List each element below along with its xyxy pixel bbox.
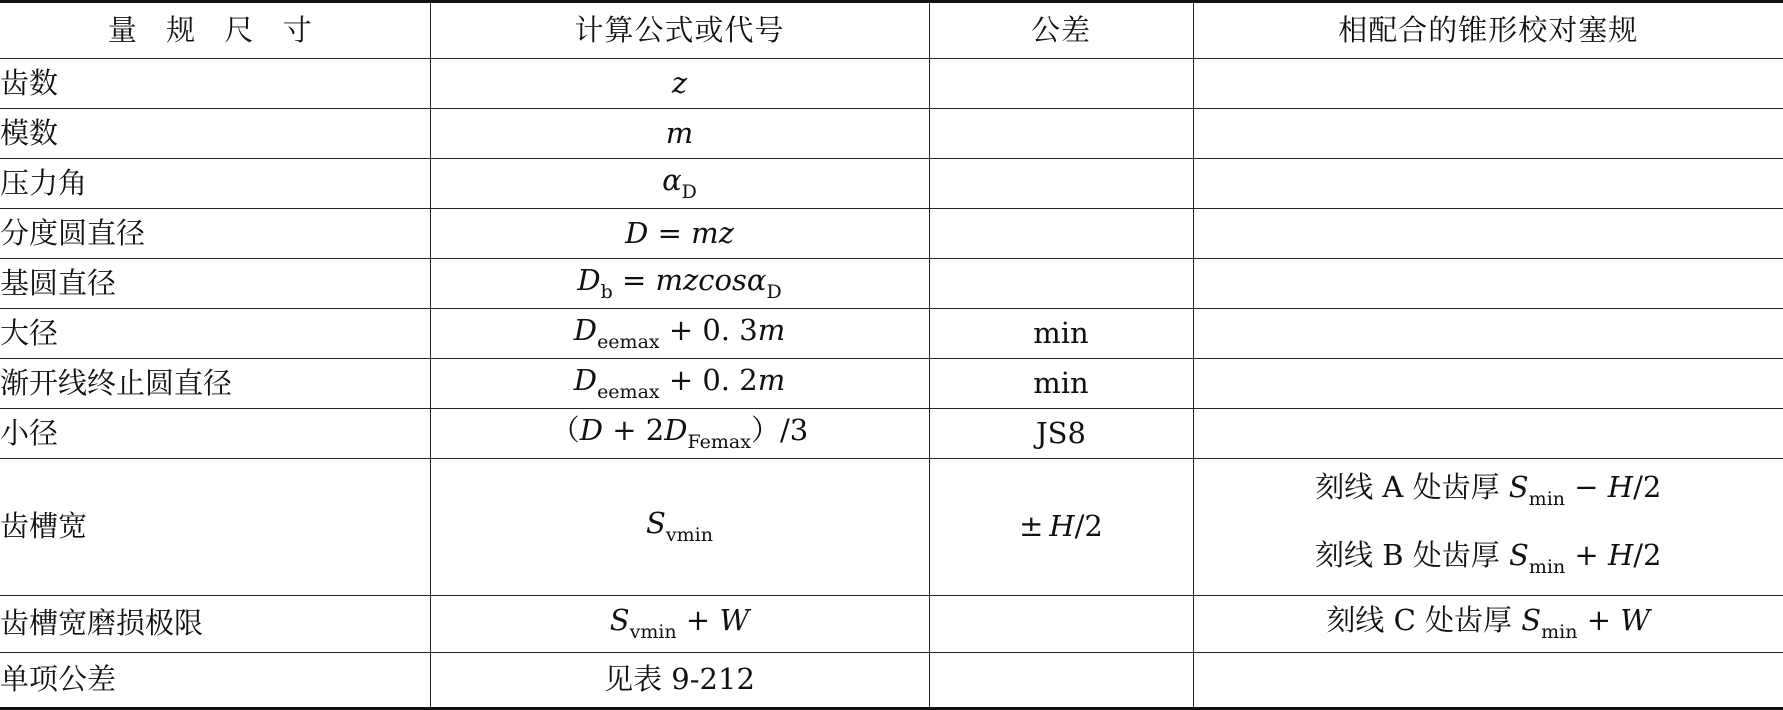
row-formula (430, 653, 929, 709)
formula-symbol: D (574, 363, 597, 397)
row-reference (1193, 359, 1783, 409)
table-row (0, 653, 1783, 709)
reference-symbol: W (1620, 603, 1650, 637)
tolerance-plus-minus: ± (1019, 509, 1043, 543)
row-name: 模数 (0, 109, 430, 159)
table-row (0, 596, 1783, 653)
reference-subscript: min (1541, 621, 1577, 643)
row-formula (430, 59, 929, 109)
formula-expression: + (677, 603, 720, 637)
reference-operator: − (1565, 470, 1608, 504)
row-name: 齿槽宽 (0, 459, 430, 596)
row-reference (1193, 309, 1783, 359)
row-formula (430, 409, 929, 459)
reference-text: 刻线 B 处齿厚 (1315, 538, 1509, 572)
formula-expression: = mzcos (613, 263, 747, 297)
formula-subscript: b (601, 281, 613, 303)
formula-paren-close: ）/3 (751, 413, 808, 447)
table-row (0, 109, 1783, 159)
header-formula: 计算公式或代号 (430, 2, 929, 59)
formula-symbol: m (758, 363, 786, 397)
row-formula (430, 596, 929, 653)
row-tolerance (929, 596, 1193, 653)
formula-symbol: m (666, 116, 694, 150)
formula-subscript: vmin (666, 524, 713, 546)
formula-subscript: D (682, 181, 697, 203)
reference-symbol: S (1509, 470, 1529, 504)
row-reference (1193, 109, 1783, 159)
table-row (0, 309, 1783, 359)
header-tolerance: 公差 (929, 2, 1193, 59)
formula-symbol: D (664, 413, 687, 447)
row-tolerance: JS8 (929, 409, 1193, 459)
row-tolerance (929, 653, 1193, 709)
row-name: 基圆直径 (0, 259, 430, 309)
row-tolerance (929, 159, 1193, 209)
reference-subscript: min (1529, 488, 1565, 510)
formula-symbol: D (577, 263, 600, 297)
row-reference (1193, 209, 1783, 259)
row-formula (430, 159, 929, 209)
header-gauge-dimension: 量 规 尺 寸 (0, 2, 430, 59)
reference-text: 刻线 A 处齿厚 (1315, 470, 1509, 504)
tolerance-symbol: H (1049, 509, 1074, 543)
table-row (0, 409, 1783, 459)
formula-symbol: z (672, 66, 687, 100)
row-reference (1193, 59, 1783, 109)
table-row (0, 209, 1783, 259)
formula-expression: 见表 9-212 (604, 662, 755, 696)
row-reference (1193, 259, 1783, 309)
row-formula (430, 309, 929, 359)
row-reference (1193, 653, 1783, 709)
reference-line-b (1194, 527, 1783, 595)
table-row (0, 259, 1783, 309)
formula-subscript: eemax (597, 381, 660, 403)
header-reference-plug: 相配合的锥形校对塞规 (1193, 2, 1783, 59)
reference-subscript: min (1529, 556, 1565, 578)
reference-text: 刻线 C 处齿厚 (1326, 603, 1521, 637)
reference-line-a (1194, 459, 1783, 527)
reference-symbol: S (1521, 603, 1541, 637)
row-name: 齿数 (0, 59, 430, 109)
reference-operator: + (1565, 538, 1608, 572)
row-formula (430, 459, 929, 596)
table-row (0, 59, 1783, 109)
row-formula (430, 259, 929, 309)
formula-paren-open: （ (551, 413, 580, 447)
reference-symbol: S (1509, 538, 1529, 572)
row-tolerance (929, 109, 1193, 159)
row-formula (430, 359, 929, 409)
formula-symbol: W (719, 603, 749, 637)
row-tolerance (929, 459, 1193, 596)
formula-symbol: D (580, 413, 603, 447)
formula-symbol: S (610, 603, 630, 637)
reference-symbol: H (1608, 538, 1633, 572)
row-name: 大径 (0, 309, 430, 359)
formula-subscript: D (766, 281, 781, 303)
row-reference (1193, 459, 1783, 596)
formula-subscript: vmin (630, 621, 677, 643)
row-tolerance: min (929, 309, 1193, 359)
formula-symbol: α (662, 163, 682, 197)
row-name: 渐开线终止圆直径 (0, 359, 430, 409)
row-formula (430, 109, 929, 159)
row-reference (1193, 596, 1783, 653)
row-name: 分度圆直径 (0, 209, 430, 259)
table-row (0, 159, 1783, 209)
row-tolerance (929, 59, 1193, 109)
row-name: 压力角 (0, 159, 430, 209)
header-row (0, 2, 1783, 59)
formula-symbol: α (747, 263, 767, 297)
formula-symbol: m (758, 313, 786, 347)
formula-subscript: eemax (597, 331, 660, 353)
row-tolerance (929, 209, 1193, 259)
row-tolerance: min (929, 359, 1193, 409)
formula-symbol: D (574, 313, 597, 347)
row-tolerance (929, 259, 1193, 309)
row-name: 单项公差 (0, 653, 430, 709)
formula-expression: + 0. 3 (660, 313, 758, 347)
reference-symbol: H (1608, 470, 1633, 504)
formula-subscript: Femax (688, 431, 751, 453)
reference-tail: /2 (1633, 538, 1661, 572)
row-name: 小径 (0, 409, 430, 459)
row-name: 齿槽宽磨损极限 (0, 596, 430, 653)
formula-symbol: S (646, 506, 666, 540)
row-reference (1193, 159, 1783, 209)
table-row (0, 359, 1783, 409)
tolerance-tail: /2 (1075, 509, 1103, 543)
formula-expression: + 2 (603, 413, 664, 447)
formula-expression: D = mz (625, 216, 734, 250)
table-row (0, 459, 1783, 596)
formula-expression: + 0. 2 (660, 363, 758, 397)
reference-tail: /2 (1633, 470, 1661, 504)
row-formula (430, 209, 929, 259)
row-reference (1193, 409, 1783, 459)
reference-operator: + (1578, 603, 1621, 637)
